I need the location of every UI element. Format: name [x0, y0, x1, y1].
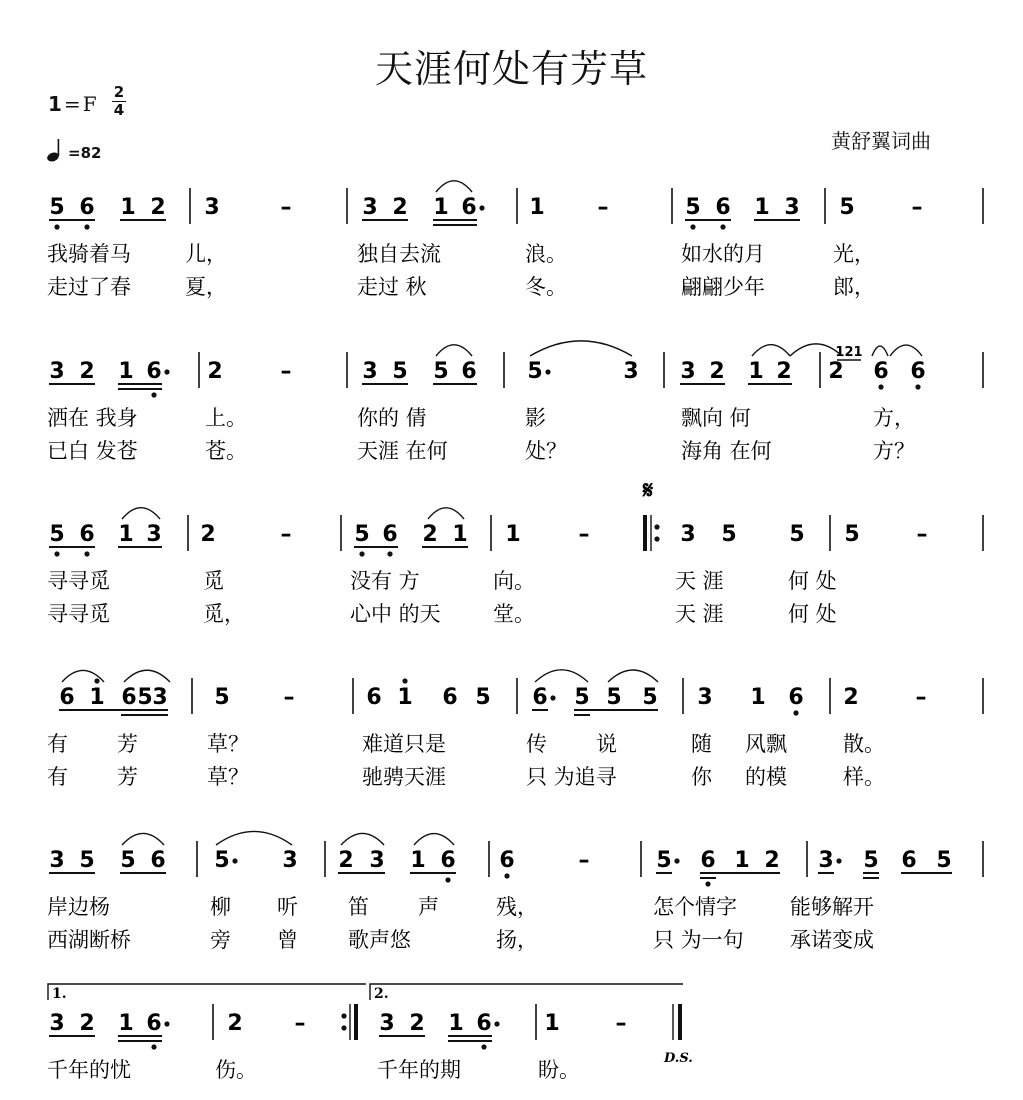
note: 1 [748, 359, 764, 384]
lyric-text: 苍。 [205, 439, 247, 463]
lyric-text: 何 处 [788, 602, 837, 626]
note: 3 [49, 1011, 65, 1036]
note: 6 [532, 685, 548, 710]
note: 6 [440, 848, 456, 873]
note: 6 [476, 1011, 492, 1036]
note: 5 [574, 685, 590, 710]
note: 6 [461, 195, 477, 220]
note: 3 [146, 522, 162, 547]
lyric-text: 听 [277, 895, 298, 919]
low-octave-dot [445, 877, 450, 882]
note: 5 [844, 522, 860, 547]
note: 1 [750, 685, 766, 710]
lyric-text: 儿， [185, 242, 227, 266]
note: 1 [120, 195, 136, 220]
sustain-dash: – [283, 685, 295, 710]
lyric-text: 天 涯 [675, 602, 724, 626]
note: 2 [409, 1011, 425, 1036]
lyric-text: 飘向 何 [681, 406, 751, 430]
low-octave-dot [720, 224, 725, 229]
note: 1 [544, 1011, 560, 1036]
sustain-dash: – [294, 1011, 306, 1036]
lyric-text: 夏， [185, 275, 227, 299]
note: 6 [788, 685, 804, 710]
slur [872, 346, 888, 356]
lyric-text: 旁 [210, 928, 231, 952]
note: 1 [397, 685, 413, 710]
note: 2 [79, 1011, 95, 1036]
note: 6 [910, 359, 926, 384]
lyric-text: 已白 发苍 [47, 439, 138, 463]
note: 6 [499, 848, 515, 873]
note: 6 [59, 685, 75, 710]
note: 1 [410, 848, 426, 873]
note: 3 [623, 359, 639, 384]
note: 3 [49, 359, 65, 384]
lyric-text: 洒在 我身 [47, 406, 138, 430]
slur [122, 833, 164, 845]
note: 6 [366, 685, 382, 710]
low-octave-dot [151, 392, 156, 397]
note: 3 [697, 685, 713, 710]
low-octave-dot [481, 1044, 486, 1049]
note: 6 [146, 1011, 162, 1036]
repeat-dot [341, 1025, 346, 1030]
time-signature-top: 2 [113, 83, 125, 101]
slur [530, 341, 632, 356]
lyric-text: 散。 [843, 732, 885, 756]
lyric-text: 向。 [493, 569, 535, 593]
low-octave-dot [915, 384, 920, 389]
sustain-dash: – [915, 685, 927, 710]
lyric-text: 说 [596, 732, 617, 756]
repeat-dot [654, 524, 659, 529]
augmentation-dot [479, 205, 484, 210]
note: 2 [828, 359, 844, 384]
note: 2 [227, 1011, 243, 1036]
note: 1 [734, 848, 750, 873]
note: 3 [282, 848, 298, 873]
lyric-text: 觅， [203, 602, 245, 626]
slur [124, 670, 170, 682]
low-octave-dot [387, 551, 392, 556]
repeat-dot [654, 536, 659, 541]
lyric-text: 觅 [203, 569, 224, 593]
note: 5 [214, 848, 230, 873]
lyric-text: 扬， [496, 928, 538, 952]
note: 5 [354, 522, 370, 547]
augmentation-dot [545, 369, 550, 374]
note: 5 [527, 359, 543, 384]
key-equals: = [63, 92, 81, 116]
augmentation-dot [232, 858, 237, 863]
lyric-text: 你的 倩 [357, 406, 427, 430]
lyric-text: 能够解开 [790, 895, 874, 919]
note: 5 [49, 195, 65, 220]
augmentation-dot [836, 858, 841, 863]
note: 6 [382, 522, 398, 547]
low-octave-dot [54, 224, 59, 229]
lyric-text: 上。 [205, 406, 247, 430]
sustain-dash: – [615, 1011, 627, 1036]
note: 6 [79, 522, 95, 547]
augmentation-dot [494, 1021, 499, 1026]
lyric-text: 残， [496, 895, 538, 919]
volta-bracket [370, 984, 683, 1000]
lyric-text: 芳 [117, 765, 138, 789]
key-letter: F [82, 92, 97, 116]
note: 3 [49, 848, 65, 873]
note: 1 [118, 359, 134, 384]
lyric-text: 方？ [873, 439, 915, 463]
low-octave-dot [793, 710, 798, 715]
note: 2 [207, 359, 223, 384]
low-octave-dot [84, 224, 89, 229]
note: 5 [839, 195, 855, 220]
note: 6 [700, 848, 716, 873]
augmentation-dot [164, 369, 169, 374]
low-octave-dot [359, 551, 364, 556]
note: 1 [433, 195, 449, 220]
note: 6 [150, 848, 166, 873]
slur [890, 345, 922, 356]
lyric-text: 影 [525, 406, 546, 430]
low-octave-dot [705, 881, 710, 886]
note: 5 [137, 685, 153, 710]
lyric-text: 风飘 [745, 732, 787, 756]
lyric-text: 寻寻觅 [47, 569, 110, 593]
lyric-text: 没有 方 [350, 569, 420, 593]
note: 2 [200, 522, 216, 547]
lyric-text: 千年的期 [377, 1058, 461, 1082]
slur [790, 344, 842, 356]
lyric-text: 堂。 [493, 602, 535, 626]
note: 3 [818, 848, 834, 873]
note: 6 [461, 359, 477, 384]
lyric-text: 只 为追寻 [526, 765, 617, 789]
volta-label: 1. [52, 986, 67, 1002]
lyric-text: 我骑着马 [47, 242, 131, 266]
lyric-text: 伤。 [215, 1058, 257, 1082]
low-octave-dot [878, 384, 883, 389]
sustain-dash: – [578, 848, 590, 873]
note: 1 [505, 522, 521, 547]
sustain-dash: – [916, 522, 928, 547]
note: 2 [392, 195, 408, 220]
note: 5 [789, 522, 805, 547]
dal-segno-marking: D.S. [664, 1051, 693, 1066]
lyric-text: 岸边杨 [47, 895, 110, 919]
note: 3 [680, 359, 696, 384]
augmentation-dot [164, 1021, 169, 1026]
volta-bracket [48, 984, 366, 1000]
note: 6 [79, 195, 95, 220]
lyric-text: 驰骋天涯 [362, 765, 446, 789]
lyric-text: 笛 [348, 895, 369, 919]
lyric-text: 盼。 [538, 1058, 580, 1082]
note: 1 [448, 1011, 464, 1036]
low-octave-dot [690, 224, 695, 229]
slur [608, 670, 658, 682]
sustain-dash: – [597, 195, 609, 220]
low-octave-dot [504, 873, 509, 878]
note: 5 [120, 848, 136, 873]
note: 5 [656, 848, 672, 873]
segno-icon: 𝄋 [642, 476, 654, 504]
note: 5 [721, 522, 737, 547]
lyric-text: 柳 [210, 895, 231, 919]
lyric-text: 难道只是 [362, 732, 446, 756]
note: 2 [776, 359, 792, 384]
lyric-text: 有 [47, 765, 68, 789]
low-octave-dot [151, 1044, 156, 1049]
note: 3 [379, 1011, 395, 1036]
note: 5 [685, 195, 701, 220]
note: 5 [79, 848, 95, 873]
slur [414, 834, 454, 845]
lyric-text: 浪。 [525, 242, 567, 266]
lyric-text: 心中 的天 [350, 602, 441, 626]
note: 1 [118, 522, 134, 547]
sustain-dash: – [280, 359, 292, 384]
note: 3 [204, 195, 220, 220]
note: 5 [936, 848, 952, 873]
note: 5 [642, 685, 658, 710]
lyric-text: 光， [833, 242, 875, 266]
note: 1 [754, 195, 770, 220]
lyric-text: 海角 在何 [681, 439, 772, 463]
lyric-text: 何 处 [788, 569, 837, 593]
slur [341, 833, 384, 845]
lyric-text: 样。 [843, 765, 885, 789]
lyric-text: 承诺变成 [790, 928, 874, 952]
low-octave-dot [54, 551, 59, 556]
note: 6 [901, 848, 917, 873]
lyric-text: 如水的月 [681, 242, 765, 266]
note: 3 [362, 359, 378, 384]
note: 3 [362, 195, 378, 220]
lyric-text: 声 [418, 895, 439, 919]
key-one: 1 [48, 92, 62, 116]
note: 5 [475, 685, 491, 710]
note: 2 [338, 848, 354, 873]
note: 5 [433, 359, 449, 384]
note: 6 [442, 685, 458, 710]
lyric-text: 怎个情字 [653, 895, 737, 919]
note: 5 [606, 685, 622, 710]
note: 3 [152, 685, 168, 710]
slur [216, 831, 292, 845]
note: 5 [392, 359, 408, 384]
note: 2 [150, 195, 166, 220]
slur [436, 345, 472, 356]
lyric-text: 冬。 [525, 275, 567, 299]
slur [428, 508, 464, 519]
lyric-text: 芳 [117, 732, 138, 756]
lyric-text: 方， [873, 406, 915, 430]
high-octave-dot [94, 678, 99, 683]
slur [436, 181, 472, 192]
credit-lyricist-composer: 黄舒翼词曲 [831, 129, 931, 153]
lyric-text: 歌声悠 [348, 928, 411, 952]
note: 6 [715, 195, 731, 220]
time-signature-bottom: 4 [113, 101, 125, 119]
lyric-text: 随 [691, 732, 712, 756]
note: 2 [709, 359, 725, 384]
lyric-text: 的模 [745, 765, 787, 789]
lyric-text: 独自去流 [357, 242, 441, 266]
lyric-text: 天涯 在何 [357, 439, 448, 463]
lyric-text: 只 为一句 [653, 928, 744, 952]
note: 1 [89, 685, 105, 710]
tempo-equals: = [68, 144, 81, 162]
lyric-text: 西湖断桥 [47, 928, 131, 952]
note: 5 [49, 522, 65, 547]
grace-notes: 121 [835, 345, 863, 360]
note: 5 [863, 848, 879, 873]
note: 3 [680, 522, 696, 547]
sustain-dash: – [911, 195, 923, 220]
note: 6 [873, 359, 889, 384]
lyric-text: 传 [526, 732, 547, 756]
lyric-text: 曾 [277, 928, 298, 952]
sustain-dash: – [280, 195, 292, 220]
note: 2 [843, 685, 859, 710]
sustain-dash: – [280, 522, 292, 547]
lyric-text: 寻寻觅 [47, 602, 110, 626]
note: 2 [764, 848, 780, 873]
tempo-bpm: 82 [80, 144, 102, 162]
volta-label: 2. [374, 986, 389, 1002]
lyric-text: 草？ [207, 732, 249, 756]
repeat-dot [341, 1013, 346, 1018]
note: 5 [214, 685, 230, 710]
lyric-text: 走过了春 [47, 275, 131, 299]
slur [535, 670, 588, 682]
lyric-text: 你 [691, 765, 712, 789]
sustain-dash: – [578, 522, 590, 547]
slur [752, 345, 790, 356]
high-octave-dot [402, 678, 407, 683]
note: 6 [121, 685, 137, 710]
lyric-text: 走过 秋 [357, 275, 427, 299]
note: 6 [146, 359, 162, 384]
note: 2 [79, 359, 95, 384]
note: 2 [422, 522, 438, 547]
augmentation-dot [674, 858, 679, 863]
lyric-text: 处？ [525, 439, 567, 463]
note: 3 [369, 848, 385, 873]
lyric-text: 郎， [833, 275, 875, 299]
note: 3 [784, 195, 800, 220]
augmentation-dot [550, 695, 555, 700]
lyric-text: 翩翩少年 [681, 275, 765, 299]
slur [122, 508, 160, 519]
note: 1 [118, 1011, 134, 1036]
note: 1 [529, 195, 545, 220]
note: 1 [452, 522, 468, 547]
lyric-text: 有 [47, 732, 68, 756]
lyric-text: 天 涯 [675, 569, 724, 593]
low-octave-dot [84, 551, 89, 556]
song-title: 天涯何处有芳草 [374, 47, 648, 91]
lyric-text: 千年的忧 [47, 1058, 131, 1082]
lyric-text: 草？ [207, 765, 249, 789]
